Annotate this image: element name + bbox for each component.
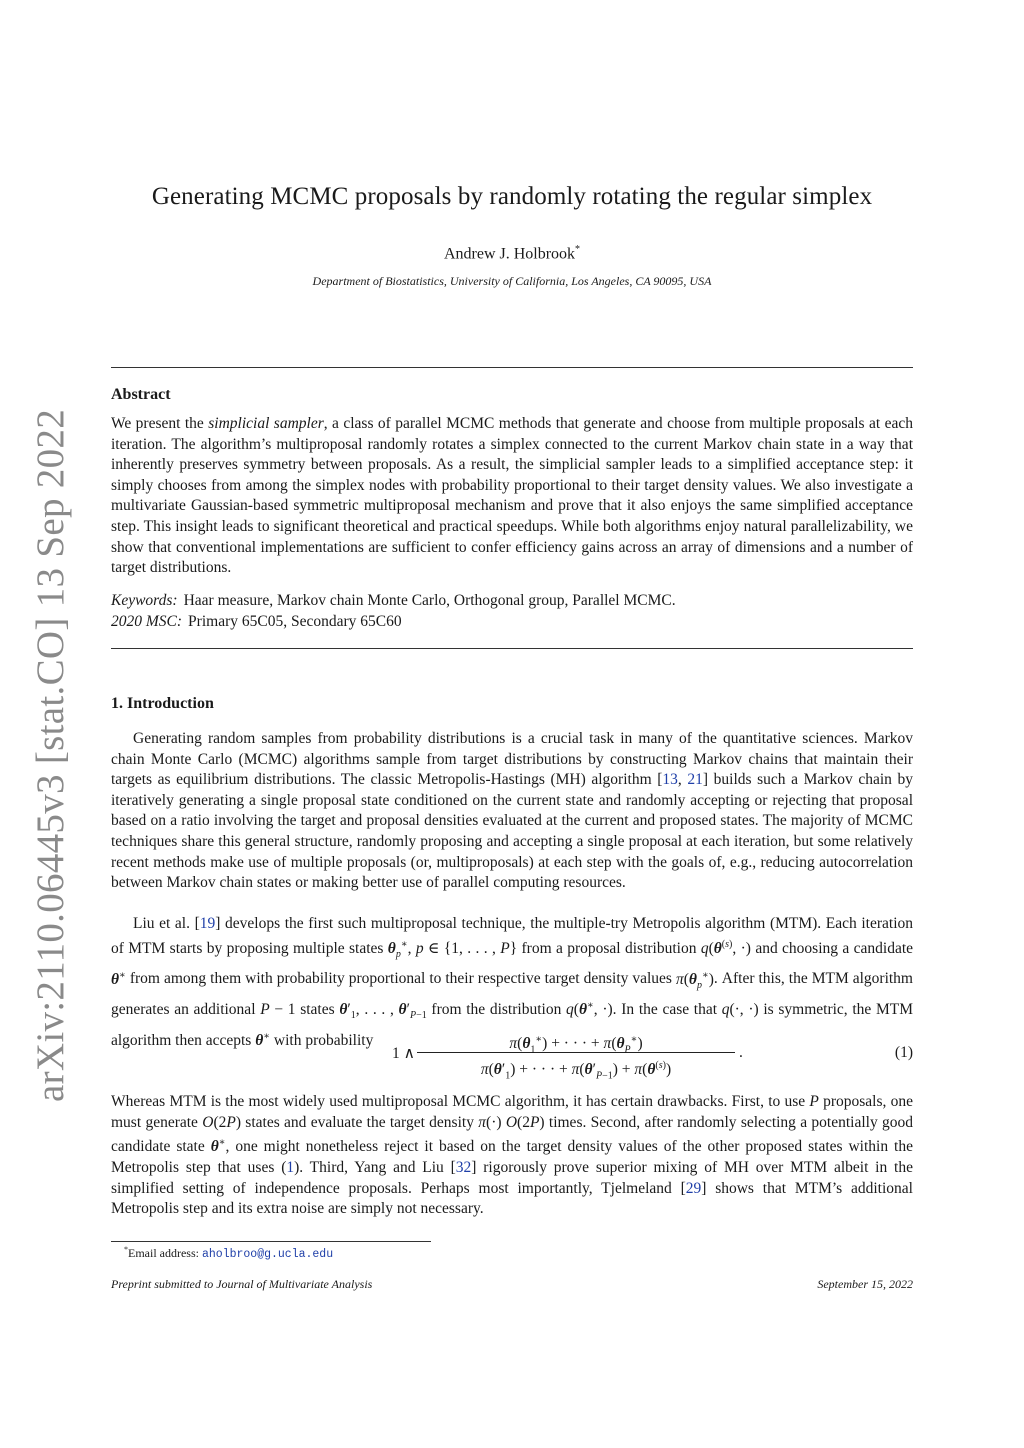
equation-numerator: $\pi(\theta_1^∗)$ + · · · + $\pi(\theta_P^∗)$: [509, 1034, 643, 1056]
math-inline: $q(\theta^{(s)}$, ·): [700, 938, 751, 957]
email-link[interactable]: aholbroo@g.ucla.edu: [201, 1248, 334, 1261]
section-heading: 1. Introduction: [111, 695, 214, 712]
abstract-emphasis: simplicial sampler: [208, 415, 324, 432]
intro-paragraph-1: Generating random samples from probability distributions is a crucial task in many of the quantitative sciences. Markov chain Monte Carlo (MCMC) algorithms sample from target distributions by constructing Markov chains that maintain their targets as equilibrium distributions. The classic Metropolis-Hastings (MH) algorithm [13, 21] builds such a Markov chain by iteratively generating a single proposal state conditioned on the current state and randomly accepting or rejecting that proposal based on a ratio involving the target and proposal densities evaluated at the current and proposed states. The majority of MCMC techniques share this general structure, randomly proposing and accepting a single proposal at each iteration, but some relatively recent methods make use of multiple proposals (or, multiproposals) at each step with the goals of, e.g., reducing autocorrelation between Markov chain states or making better use of parallel computing resources.: [111, 730, 913, 892]
citation-link[interactable]: 19: [199, 915, 216, 932]
abstract-heading: Abstract: [111, 386, 171, 403]
math-inline: P − 1: [260, 1001, 296, 1019]
abstract-body: We present the simplicial sampler, a class of parallel MCMC methods that generate and choose from multiple proposals at each iteration. The algorithm’s multiproposal randomly rotates a simplex connected to the current Markov chain state in a way that inherently preserves symmetry between proposals. As a result, the simplicial sampler leads to a simplified acceptance step: it simply chooses from among the simplex nodes with probability proportional to their target density values. We also investigate a multivariate Gaussian-based symmetric multiproposal mechanism and prove that it also enjoys the same simplified acceptance step. This insight leads to significant theoretical and practical speedups. While both algorithms enjoy natural parallelizability, we show that conventional implementations are sufficient to confer efficiency gains across an array of dimensions and a number of target distributions.: [111, 415, 913, 577]
msc-value: Primary 65C05, Secondary 65C60: [188, 613, 402, 630]
citation-link[interactable]: 13: [662, 771, 678, 789]
math-inline: θ∗: [255, 1031, 271, 1050]
msc-label: 2020 MSC:: [111, 613, 183, 630]
keywords-value: Haar measure, Markov chain Monte Carlo, Orthogonal group, Parallel MCMC.: [183, 592, 676, 609]
footnote-rule: [111, 1241, 431, 1242]
math-inline: $\theta'_1$, . . . , $\theta'_{P-1}$: [339, 1001, 427, 1022]
citation-link[interactable]: 29: [685, 1179, 702, 1197]
math-inline: $\pi(\theta_p^∗)$: [675, 969, 714, 991]
footnote-label: Email address:: [128, 1246, 202, 1260]
fraction-bar: [417, 1052, 735, 1053]
msc-line: [111, 612, 402, 633]
math-inline: O(2P): [202, 1113, 241, 1131]
arxiv-id[interactable]: arXiv:2110.06445v3 [stat.CO] 13 Sep 2022: [28, 408, 72, 1102]
math-inline: q(θ∗, ·): [566, 1000, 613, 1019]
keywords-line: [111, 591, 676, 612]
math-inline: θ∗: [210, 1137, 226, 1156]
citation-link[interactable]: 21: [687, 771, 703, 789]
arxiv-stamp: [20, 408, 80, 1102]
math-inline: P: [809, 1093, 819, 1110]
equation-1: [111, 1030, 913, 1082]
footer-date: September 15, 2022: [817, 1277, 913, 1291]
equation-period: .: [739, 1044, 743, 1061]
author-line: [0, 244, 1024, 263]
citation-link[interactable]: 32: [455, 1158, 472, 1176]
bottom-rule: [111, 648, 913, 649]
top-rule: [111, 367, 913, 368]
equation-number: (1): [894, 1044, 913, 1061]
equation-ref-link[interactable]: 1: [286, 1158, 295, 1176]
footnote-mark: *: [124, 1245, 128, 1254]
author-name: Andrew J. Holbrook: [443, 245, 576, 263]
equation-denominator: $\pi(\theta'_1)$ + · · · + $\pi(\theta'_{P-1}) + \pi(\theta^{(s)})$: [480, 1060, 672, 1082]
footer-journal: Preprint submitted to Journal of Multivariate Analysis: [111, 1277, 373, 1291]
paper-title: Generating MCMC proposals by randomly rotating the regular simplex: [151, 183, 873, 210]
equation-fraction: [417, 1030, 735, 1082]
affiliation: Department of Biostatistics, University of California, Los Angeles, CA 90095, USA: [312, 274, 712, 288]
author-footnote-mark: *: [575, 244, 581, 255]
math-inline: $\theta_p^∗$, p ∈ {1, . . . , P}: [387, 938, 518, 960]
equation-lhs: 1 ∧: [392, 1045, 415, 1062]
keywords-label: Keywords:: [111, 592, 178, 609]
math-inline: π(·) O(2P): [478, 1113, 545, 1131]
intro-paragraph-3: Whereas MTM is the most widely used multiproposal MCMC algorithm, it has certain drawbacks. First, to use P proposals, one must generate O(2P) states and evaluate the target density π(·) O(2P) times. Second, after randomly selecting a potentially good candidate state θ∗, one might nonetheless reject it based on the target density values of the other proposed states within the Metropolis step that uses (1). Third, Yang and Liu [32] rigorously prove superior mixing of MH over MTM albeit in the simplified setting of independence proposals. Perhaps most importantly, Tjelmeland [29] shows that MTM’s additional Metropolis step and its extra noise are simply not necessary.: [111, 1093, 913, 1218]
math-inline: θ∗: [111, 969, 126, 988]
intro-paragraph-2: Liu et al. [19] develops the first such multiproposal technique, the multiple-try Metropolis algorithm (MTM). Each iteration of MTM starts by proposing multiple states $\theta_p^∗$, p ∈ {1, . . . , P} from a proposal distribution $q(\theta^{(s)}$, ·) and choosing a candidate θ∗ from among them with probability proportional to their respective target density values $\pi(\theta_p^∗)$. After this, the MTM algorithm generates an additional P − 1 states $\theta'_1$, . . . , $\theta'_{P-1}$ from the distribution q(θ∗, ·). In the case that q(·, ·) is symmetric, the MTM algorithm then accepts θ∗ with probability: [111, 915, 914, 1050]
footnote: [124, 1245, 333, 1261]
math-inline: q(·, ·): [721, 1001, 759, 1019]
